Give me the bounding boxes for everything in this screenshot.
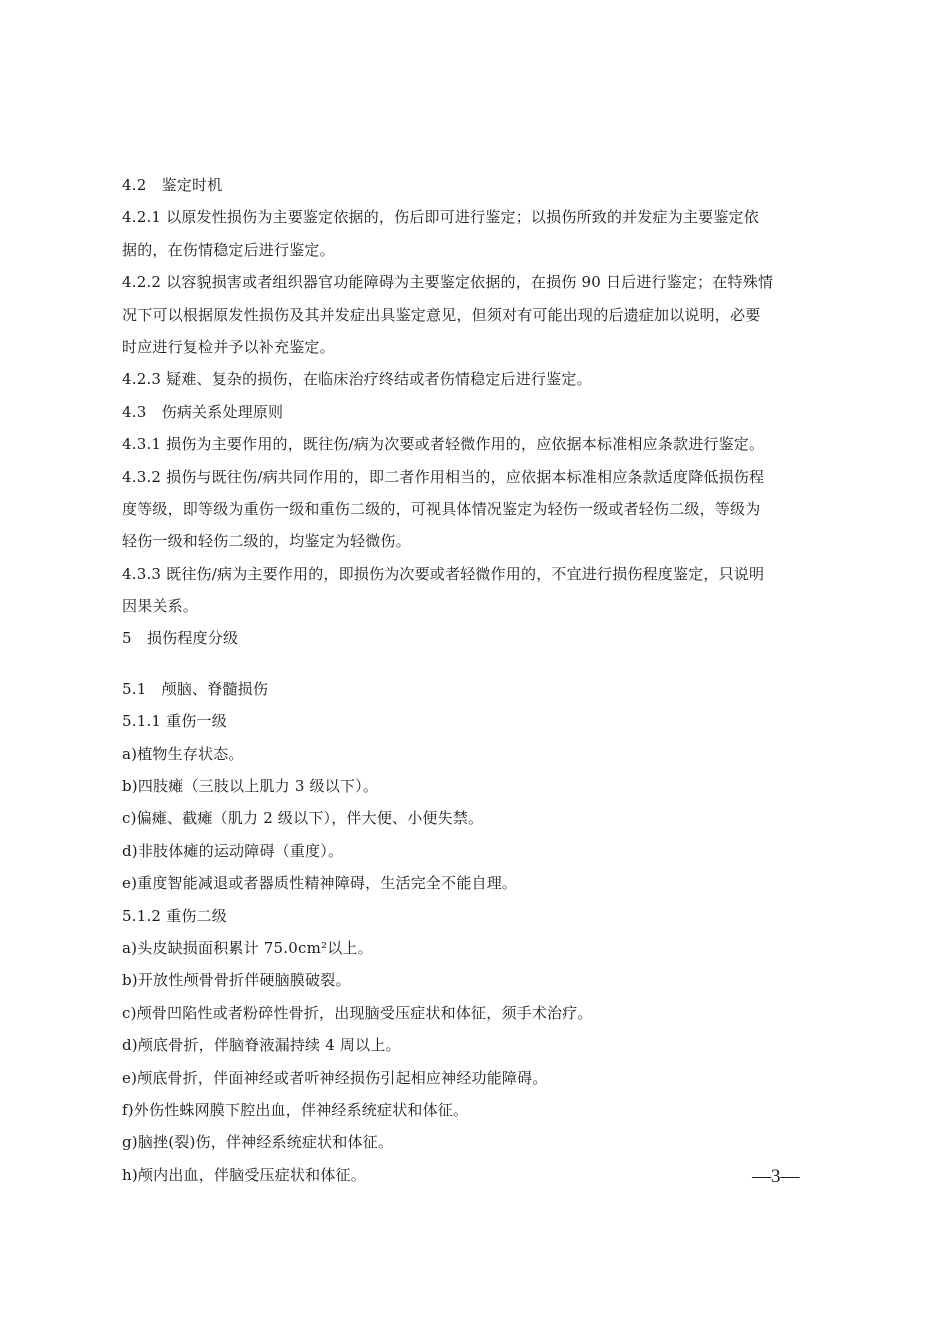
section-5-block <box>122 673 830 1191</box>
text-line: c)偏瘫、截瘫（肌力 2 级以下），伴大便、小便失禁。 <box>122 809 484 828</box>
text-line: e)重度智能减退或者器质性精神障碍，生活完全不能自理。 <box>122 874 518 893</box>
text-line: 5.1 颅脑、脊髓损伤 <box>122 679 269 698</box>
section-gap <box>122 655 830 673</box>
text-line: 5.1.2 重伤二级 <box>122 906 227 925</box>
section-4-block <box>122 169 830 655</box>
text-line: f)外伤性蛛网膜下腔出血，伴神经系统症状和体征。 <box>122 1100 469 1119</box>
text-line: d)非肢体瘫的运动障碍（重度）。 <box>122 841 344 860</box>
page-number: —3— <box>752 1166 800 1187</box>
text-line: c)颅骨凹陷性或者粉碎性骨折，出现脑受压症状和体征，须手术治疗。 <box>122 1003 593 1022</box>
text-line: 据的，在伤情稳定后进行鉴定。 <box>122 240 335 259</box>
text-line: d)颅底骨折，伴脑脊液漏持续 4 周以上。 <box>122 1036 401 1055</box>
text-line: 度等级，即等级为重伤一级和重伤二级的，可视具体情况鉴定为轻伤一级或者轻伤二级，等级为 <box>122 499 761 518</box>
text-line: 4.3.2 损伤与既往伤/病共同作用的，即二者作用相当的，应依据本标准相应条款适度降低损伤程 <box>122 467 765 486</box>
text-line: e)颅底骨折，伴面神经或者听神经损伤引起相应神经功能障碍。 <box>122 1068 548 1087</box>
text-line: 4.2.2 以容貌损害或者组织器官功能障碍为主要鉴定依据的，在损伤 90 日后进行鉴定；在特殊情 <box>122 273 774 292</box>
text-line: 4.2.3 疑难、复杂的损伤，在临床治疗终结或者伤情稳定后进行鉴定。 <box>122 370 592 389</box>
text-line: 4.3 伤病关系处理原则 <box>122 402 284 421</box>
text-line: 况下可以根据原发性损伤及其并发症出具鉴定意见，但须对有可能出现的后遗症加以说明，必要 <box>122 305 761 324</box>
text-line: a)植物生存状态。 <box>122 744 244 763</box>
text-line: b)开放性颅骨骨折伴硬脑膜破裂。 <box>122 971 351 990</box>
text-line: 轻伤一级和轻伤二级的，均鉴定为轻微伤。 <box>122 532 411 551</box>
text-line: a)头皮缺损面积累计 75.0cm²以上。 <box>122 938 373 957</box>
text-line: 4.2 鉴定时机 <box>122 176 223 194</box>
text-line: b)四肢瘫（三肢以上肌力 3 级以下）。 <box>122 777 379 796</box>
text-line: 因果关系。 <box>122 597 199 616</box>
text-line: 4.3.1 损伤为主要作用的，既往伤/病为次要或者轻微作用的，应依据本标准相应条款进行鉴定。 <box>122 435 765 454</box>
document-body <box>122 169 830 1191</box>
text-line: 5 损伤程度分级 <box>122 629 239 648</box>
text-line: h)颅内出血，伴脑受压症状和体征。 <box>122 1165 366 1184</box>
text-line: 5.1.1 重伤一级 <box>122 712 227 731</box>
text-line: 4.2.1 以原发性损伤为主要鉴定依据的，伤后即可进行鉴定；以损伤所致的并发症为主要鉴定依 <box>122 208 759 227</box>
text-line: 4.3.3 既往伤/病为主要作用的，即损伤为次要或者轻微作用的，不宜进行损伤程度鉴定，只说明 <box>122 564 765 583</box>
text-line: g)脑挫(裂)伤，伴神经系统症状和体征。 <box>122 1133 394 1152</box>
text-line: 时应进行复检并予以补充鉴定。 <box>122 337 335 356</box>
